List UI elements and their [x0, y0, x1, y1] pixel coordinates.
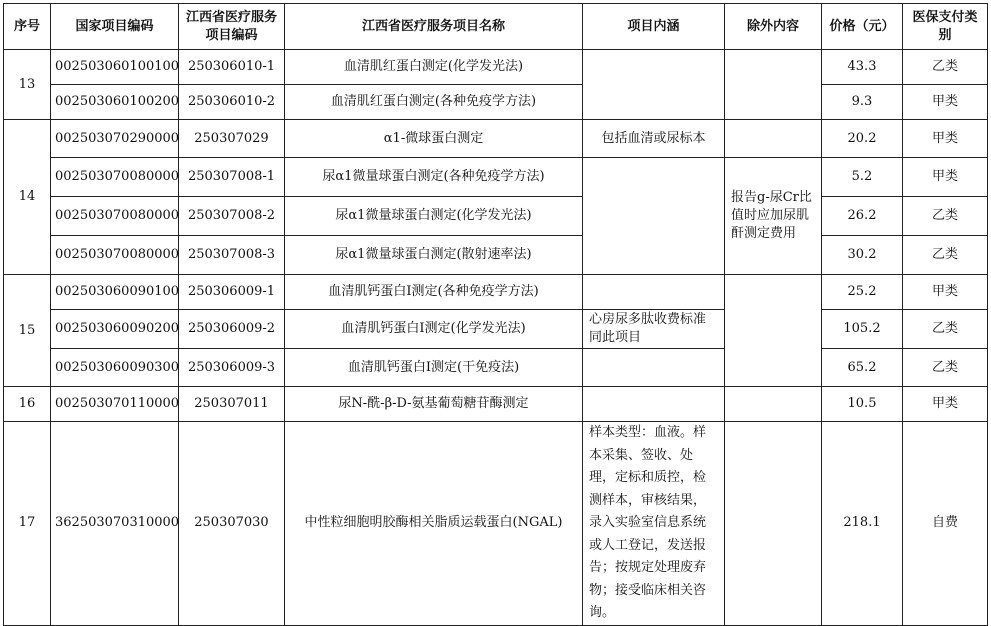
- jx-name-cell: 尿α1微量球蛋白测定(散射速率法): [285, 236, 583, 275]
- insurance-cell: 甲类: [903, 120, 988, 158]
- content-cell-empty: [583, 158, 725, 275]
- jx-code-cell: 250307008-2: [179, 197, 285, 236]
- price-cell: 43.3: [822, 50, 903, 85]
- jx-code-cell: 250306009-2: [179, 310, 285, 349]
- national-code-cell: 002503060100100: [51, 50, 179, 85]
- content-cell: [583, 50, 725, 120]
- price-cell: 105.2: [822, 310, 903, 349]
- jx-name-cell: 血清肌红蛋白测定(各种免疫学方法): [285, 85, 583, 120]
- national-code-cell: 002503070080000: [51, 158, 179, 197]
- table-row: [4, 422, 988, 626]
- table-row: [4, 85, 988, 120]
- content-cell-empty: [583, 349, 725, 387]
- excluded-cell-empty: [725, 422, 822, 626]
- table-row: [4, 120, 988, 158]
- price-cell: 5.2: [822, 158, 903, 197]
- jx-code-cell: 250307011: [179, 387, 285, 422]
- table-row: [4, 349, 988, 387]
- jx-name-cell: 尿α1微量球蛋白测定(各种免疫学方法): [285, 158, 583, 197]
- national-code-cell: 002503060090300: [51, 349, 179, 387]
- header-jx-code: 江西省医疗服务项目编码: [179, 4, 285, 50]
- header-insurance: 医保支付类别: [903, 4, 988, 50]
- jx-code-cell: 250306010-1: [179, 50, 285, 85]
- excluded-cell-empty: [725, 275, 822, 387]
- jx-name-cell: 中性粒细胞明胶酶相关脂质运载蛋白(NGAL): [285, 422, 583, 626]
- header-seq: 序号: [4, 4, 51, 50]
- header-excluded: 除外内容: [725, 4, 822, 50]
- header-content: 项目内涵: [583, 4, 725, 50]
- insurance-cell: 乙类: [903, 197, 988, 236]
- jx-name-cell: 尿N-酰-β-D-氨基葡萄糖苷酶测定: [285, 387, 583, 422]
- price-cell: 26.2: [822, 197, 903, 236]
- price-table: [3, 3, 988, 626]
- jx-code-cell: 250307008-1: [179, 158, 285, 197]
- table-row: [4, 275, 988, 310]
- jx-name-cell: 尿α1微量球蛋白测定(化学发光法): [285, 197, 583, 236]
- national-code-cell: 002503070080000: [51, 236, 179, 275]
- jx-code-cell: 250307030: [179, 422, 285, 626]
- price-cell: 30.2: [822, 236, 903, 275]
- header-price: 价格（元）: [822, 4, 903, 50]
- insurance-cell: 甲类: [903, 387, 988, 422]
- table-row: [4, 50, 988, 85]
- header-national-code: 国家项目编码: [51, 4, 179, 50]
- national-code-cell: 002503060100200: [51, 85, 179, 120]
- price-cell: 25.2: [822, 275, 903, 310]
- national-code-cell: 002503070110000: [51, 387, 179, 422]
- excluded-cell: 报告g-尿Cr比值时应加尿肌酐测定费用: [725, 158, 822, 275]
- jx-name-cell: 血清肌钙蛋白Ⅰ测定(化学发光法): [285, 310, 583, 349]
- insurance-cell: 乙类: [903, 349, 988, 387]
- jx-code-cell: 250307029: [179, 120, 285, 158]
- insurance-cell: 甲类: [903, 275, 988, 310]
- jx-code-cell: 250306009-3: [179, 349, 285, 387]
- excluded-cell-empty: [725, 120, 822, 158]
- national-code-cell: 362503070310000: [51, 422, 179, 626]
- national-code-cell: 002503070080000: [51, 197, 179, 236]
- insurance-cell: 甲类: [903, 85, 988, 120]
- seq-cell: 15: [4, 275, 51, 387]
- price-cell: 20.2: [822, 120, 903, 158]
- insurance-cell: 乙类: [903, 310, 988, 349]
- seq-cell: 13: [4, 50, 51, 120]
- header-row: [4, 4, 988, 50]
- header-jx-name: 江西省医疗服务项目名称: [285, 4, 583, 50]
- jx-name-cell: 血清肌钙蛋白Ⅰ测定(干免疫法): [285, 349, 583, 387]
- jx-name-cell: α1-微球蛋白测定: [285, 120, 583, 158]
- national-code-cell: 002503060090100: [51, 275, 179, 310]
- excluded-cell-empty: [725, 387, 822, 422]
- seq-cell: 14: [4, 120, 51, 275]
- content-cell-empty: [583, 275, 725, 310]
- jx-name-cell: 血清肌钙蛋白Ⅰ测定(各种免疫学方法): [285, 275, 583, 310]
- insurance-cell: 乙类: [903, 50, 988, 85]
- national-code-cell: 002503070290000: [51, 120, 179, 158]
- insurance-cell: 乙类: [903, 236, 988, 275]
- price-cell: 218.1: [822, 422, 903, 626]
- table-row: [4, 387, 988, 422]
- seq-cell: 17: [4, 422, 51, 626]
- table-row: [4, 236, 988, 275]
- table-row: [4, 310, 988, 349]
- table-row: [4, 158, 988, 197]
- price-cell: 9.3: [822, 85, 903, 120]
- price-cell: 65.2: [822, 349, 903, 387]
- jx-code-cell: 250307008-3: [179, 236, 285, 275]
- price-cell: 10.5: [822, 387, 903, 422]
- content-cell-empty: [583, 387, 725, 422]
- insurance-cell: 甲类: [903, 158, 988, 197]
- jx-code-cell: 250306010-2: [179, 85, 285, 120]
- excluded-cell: [725, 50, 822, 120]
- content-cell: 包括血清或尿标本: [583, 120, 725, 158]
- content-cell: 样本类型：血液。样本采集、签收、处理，定标和质控，检测样本，审核结果，录入实验室信息系统或人工登记，发送报告；按规定处理废弃物；接受临床相关咨询。: [583, 422, 725, 626]
- national-code-cell: 002503060090200: [51, 310, 179, 349]
- table-row: [4, 197, 988, 236]
- seq-cell: 16: [4, 387, 51, 422]
- content-cell: 心房尿多肽收费标准同此项目: [583, 310, 725, 349]
- jx-code-cell: 250306009-1: [179, 275, 285, 310]
- insurance-cell: 自费: [903, 422, 988, 626]
- jx-name-cell: 血清肌红蛋白测定(化学发光法): [285, 50, 583, 85]
